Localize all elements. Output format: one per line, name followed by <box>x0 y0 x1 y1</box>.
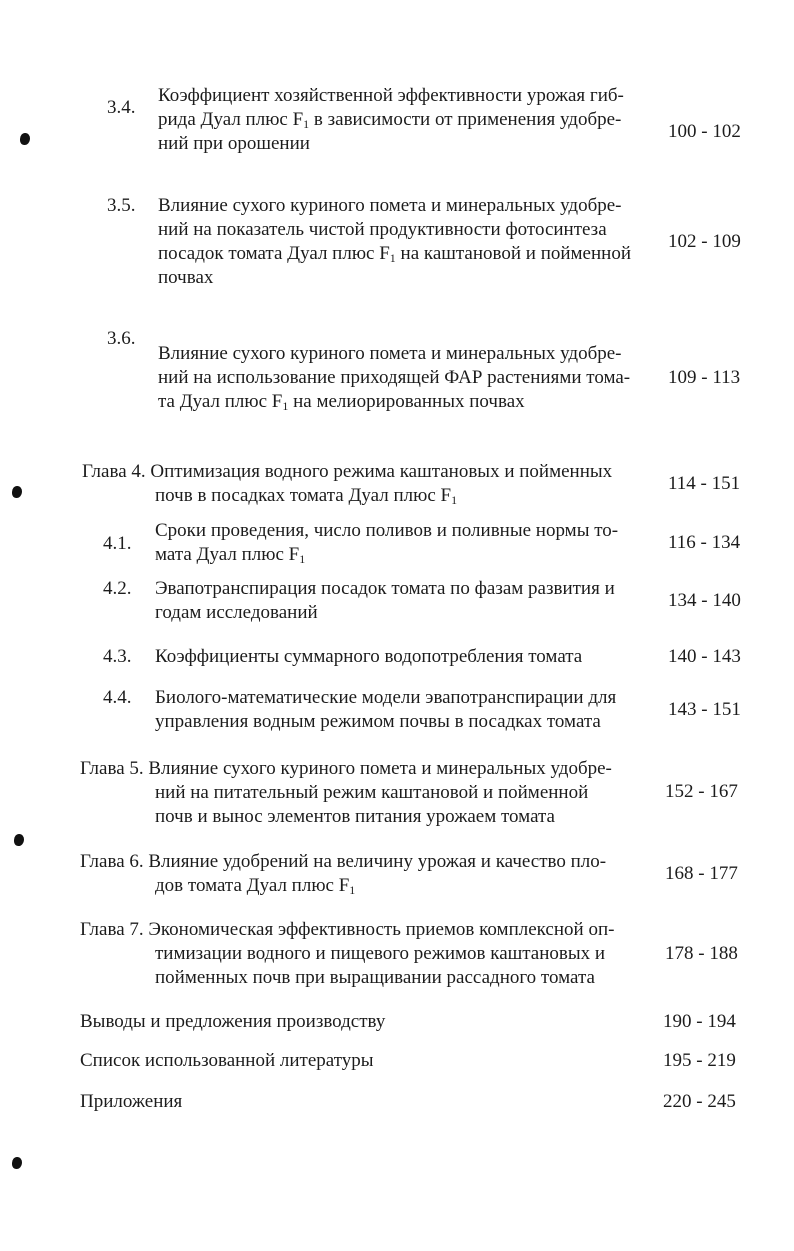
chapter-line: Глава 5. Влияние сухого куриного помета и минеральных удобре- <box>80 758 612 779</box>
entry-line: ний при орошении <box>158 133 310 154</box>
entry-number: 3.5. <box>107 195 136 216</box>
page-range: 102 - 109 <box>668 231 741 252</box>
margin-mark <box>12 486 22 498</box>
chapter-line: почв в посадках томата Дуал плюс $F_1$ <box>155 485 458 507</box>
page-range: 190 - 194 <box>663 1011 736 1032</box>
page-range: 100 - 102 <box>668 121 741 142</box>
page-range: 143 - 151 <box>668 699 741 720</box>
entry-line: мата Дуал плюс $F_1$ <box>155 544 306 566</box>
entry-number: 4.1. <box>103 533 132 554</box>
entry-number: 4.2. <box>103 578 132 599</box>
entry-line: Выводы и предложения производству <box>80 1011 386 1032</box>
entry-line: ний на показатель чистой продуктивности фотосинтеза <box>158 219 607 240</box>
page-range: 220 - 245 <box>663 1091 736 1112</box>
margin-mark <box>20 133 30 145</box>
margin-mark <box>14 834 24 846</box>
entry-line: посадок томата Дуал плюс $F_1$ на каштановой и пойменной <box>158 243 631 265</box>
chapter-line: ний на питательный режим каштановой и пойменной <box>155 782 589 803</box>
entry-number: 4.4. <box>103 687 132 708</box>
entry-line: Эвапотранспирация посадок томата по фазам развития и <box>155 578 615 599</box>
page-range: 114 - 151 <box>668 473 741 494</box>
chapter-line: Глава 4. Оптимизация водного режима каштановых и пойменных <box>82 461 613 482</box>
page-range: 178 - 188 <box>665 943 738 964</box>
page-range: 134 - 140 <box>668 590 741 611</box>
entry-line: та Дуал плюс $F_1$ на мелиорированных почвах <box>158 391 525 413</box>
entry-number: 3.6. <box>107 328 136 349</box>
entry-line: Коэффициенты суммарного водопотребления томата <box>155 646 583 667</box>
entry-line: Сроки проведения, число поливов и поливные нормы то- <box>155 520 619 541</box>
entry-line: Влияние сухого куриного помета и минеральных удобре- <box>158 195 622 216</box>
margin-mark <box>12 1157 22 1169</box>
entry-line: управления водным режимом почвы в посадках томата <box>155 711 601 732</box>
entry-line: почвах <box>158 267 214 288</box>
page-range: 140 - 143 <box>668 646 741 667</box>
entry-line: Влияние сухого куриного помета и минеральных удобре- <box>158 343 622 364</box>
entry-number: 3.4. <box>107 97 136 118</box>
entry-line: Приложения <box>80 1091 183 1112</box>
chapter-line: почв и вынос элементов питания урожаем томата <box>155 806 555 827</box>
chapter-line: пойменных почв при выращивании рассадного томата <box>155 967 595 988</box>
entry-line: рида Дуал плюс $F_1$ в зависимости от применения удобре- <box>158 109 622 131</box>
entry-line: Биолого-математические модели эвапотранспирации для <box>155 687 617 708</box>
chapter-line: тимизации водного и пищевого режимов каштановых и <box>155 943 606 964</box>
entry-number: 4.3. <box>103 646 132 667</box>
entry-line: ний на использование приходящей ФАР растениями тома- <box>158 367 631 388</box>
entry-line: годам исследований <box>155 602 318 623</box>
page-range: 152 - 167 <box>665 781 738 802</box>
page-range: 195 - 219 <box>663 1050 736 1071</box>
chapter-line: дов томата Дуал плюс $F_1$ <box>155 875 356 897</box>
chapter-line: Глава 7. Экономическая эффективность приемов комплексной оп- <box>80 919 615 940</box>
page-range: 116 - 134 <box>668 532 741 553</box>
entry-line: Список использованной литературы <box>80 1050 374 1071</box>
page-range: 109 - 113 <box>668 367 741 388</box>
entry-line: Коэффициент хозяйственной эффективности урожая гиб- <box>158 85 624 106</box>
page-range: 168 - 177 <box>665 863 738 884</box>
chapter-line: Глава 6. Влияние удобрений на величину урожая и качество пло- <box>80 851 607 872</box>
